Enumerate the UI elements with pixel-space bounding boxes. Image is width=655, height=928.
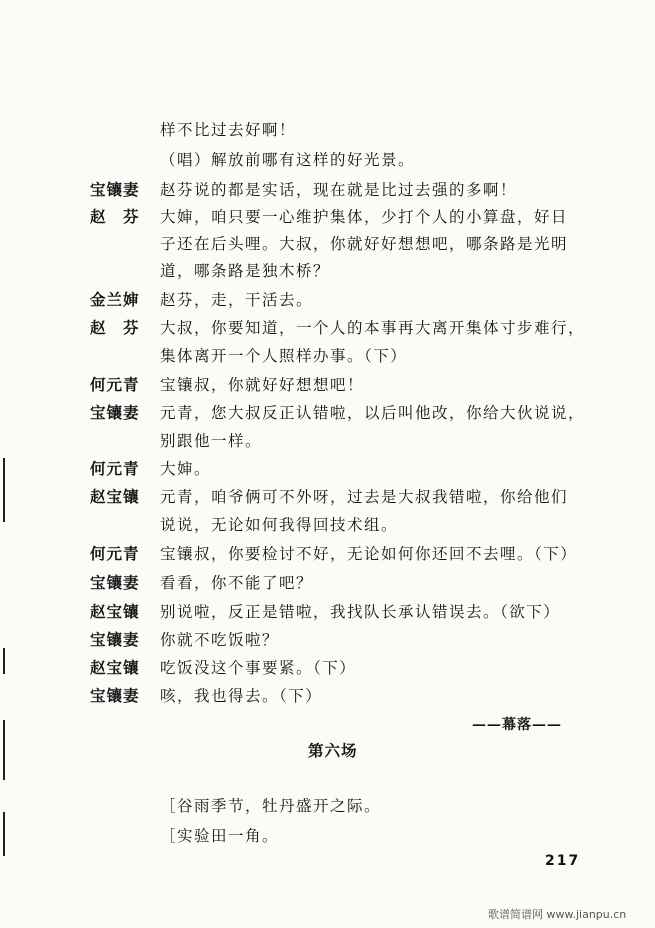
curtain-fall: ——幕落—— bbox=[472, 717, 562, 733]
dialogue-line: 宝镶叔，你要检讨不好，无论如何你还回不去哩。（下） bbox=[160, 545, 578, 563]
speaker-name: 宝镶妻 bbox=[90, 403, 140, 422]
dialogue-line: 样不比过去好啊！ bbox=[160, 121, 297, 139]
scan-edge-mark bbox=[3, 720, 5, 780]
scan-edge-mark bbox=[3, 812, 5, 856]
dialogue-line: 赵芬说的都是实话，现在就是比过去强的多啊！ bbox=[160, 181, 518, 199]
speaker-name: 赵 芬 bbox=[90, 318, 140, 337]
speaker-name: 宝镶妻 bbox=[90, 573, 140, 592]
scan-edge-mark bbox=[3, 458, 5, 522]
scene-title: 第六场 bbox=[308, 741, 358, 760]
scan-edge-mark bbox=[3, 648, 5, 674]
speaker-name: 金兰婶 bbox=[90, 290, 140, 309]
speaker-name: 何元青 bbox=[90, 459, 140, 478]
speaker-name: 赵宝镶 bbox=[90, 487, 140, 506]
dialogue-line: 看看，你不能了吧？ bbox=[160, 574, 314, 592]
speaker-name: 何元青 bbox=[90, 544, 140, 563]
dialogue-line: 元青，您大叔反正认错啦，以后叫他改，你给大伙说说， bbox=[160, 404, 586, 422]
speaker-name: 赵宝镶 bbox=[90, 602, 140, 621]
speaker-name: 何元青 bbox=[90, 375, 140, 394]
speaker-name: 宝镶妻 bbox=[90, 180, 140, 199]
dialogue-line: 大叔，你要知道，一个人的本事再大离开集体寸步难行， bbox=[160, 319, 586, 337]
stage-direction: ［实验田一角。 bbox=[160, 827, 280, 845]
speaker-name: 赵宝镶 bbox=[90, 658, 140, 677]
dialogue-line: 赵芬，走，干活去。 bbox=[160, 291, 314, 309]
dialogue-line: 说说，无论如何我得回技术组。 bbox=[160, 516, 399, 534]
dialogue-line: 道，哪条路是独木桥？ bbox=[160, 262, 331, 280]
dialogue-line: 别跟他一样。 bbox=[160, 432, 263, 450]
watermark: 歌谱简谱网 www.jianpu.cn bbox=[488, 908, 627, 921]
dialogue-line: 别说啦，反正是错啦，我找队长承认错误去。（欲下） bbox=[160, 603, 561, 621]
dialogue-line: 咳，我也得去。（下） bbox=[160, 687, 323, 705]
speaker-name: 宝镶妻 bbox=[90, 686, 140, 705]
speaker-name: 赵 芬 bbox=[90, 207, 140, 226]
dialogue-line: 你就不吃饭啦？ bbox=[160, 631, 280, 649]
speaker-name: 宝镶妻 bbox=[90, 630, 140, 649]
dialogue-line: 集体离开一个人照样办事。（下） bbox=[160, 347, 408, 365]
page-number: 217 bbox=[545, 853, 581, 869]
dialogue-line: 宝镶叔，你就好好想想吧！ bbox=[160, 376, 365, 394]
dialogue-line: 大婶，咱只要一心维护集体，少打个人的小算盘，好日 bbox=[160, 208, 569, 226]
dialogue-line: 大婶。 bbox=[160, 460, 212, 478]
dialogue-line: 元青，咱爷俩可不外呀，过去是大叔我错啦，你给他们 bbox=[160, 488, 569, 506]
dialogue-line: （唱）解放前哪有这样的好光景。 bbox=[160, 151, 416, 169]
stage-direction: ［谷雨季节，牡丹盛开之际。 bbox=[160, 797, 382, 815]
dialogue-line: 吃饭没这个事要紧。（下） bbox=[160, 659, 357, 677]
dialogue-line: 子还在后头哩。大叔，你就好好想想吧，哪条路是光明 bbox=[160, 235, 569, 253]
